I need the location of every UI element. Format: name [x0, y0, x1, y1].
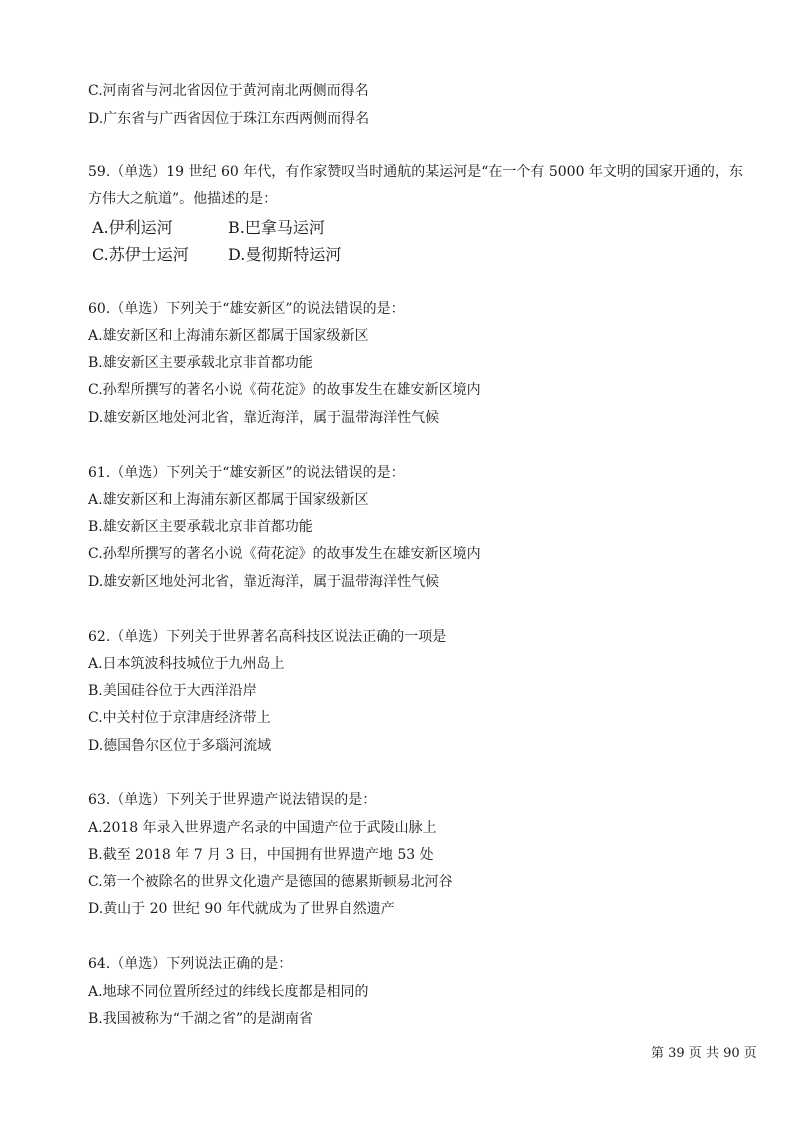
prev-question-option-d: D.广东省与广西省因位于珠江东西两侧而得名: [88, 111, 370, 127]
q60-option-d: D.雄安新区地处河北省，靠近海洋，属于温带海洋性气候: [88, 410, 440, 426]
q64-option-b: B.我国被称为“千湖之省”的是湖南省: [88, 1011, 314, 1027]
q61-option-b: B.雄安新区主要承载北京非首都功能: [88, 519, 313, 535]
q59-options-row1: [92, 218, 325, 238]
q60-option-c: C.孙犁所撰写的著名小说《荷花淀》的故事发生在雄安新区境内: [88, 382, 481, 398]
q62-option-b: B.美国硅谷位于大西洋沿岸: [88, 683, 257, 699]
q59-option-d: D.曼彻斯特运河: [228, 245, 342, 264]
q63-option-b: B.截至 2018 年 7 月 3 日，中国拥有世界遗产地 53 处: [88, 847, 434, 863]
q59-stem-line1: 59.（单选）19 世纪 60 年代，有作家赞叹当时通航的某运河是“在一个有 5000 年文明的国家开通的，东: [88, 164, 743, 180]
q62-option-c: C.中关村位于京津唐经济带上: [88, 710, 271, 726]
q64-option-a: A.地球不同位置所经过的纬线长度都是相同的: [88, 984, 369, 1000]
q60-stem: 60.（单选）下列关于“雄安新区”的说法错误的是：: [88, 301, 405, 317]
page-number: 第 39 页 共 90 页: [651, 1046, 757, 1061]
q61-option-c: C.孙犁所撰写的著名小说《荷花淀》的故事发生在雄安新区境内: [88, 546, 481, 562]
q62-stem: 62.（单选）下列关于世界著名高科技区说法正确的一项是: [88, 629, 447, 645]
q61-option-d: D.雄安新区地处河北省，靠近海洋，属于温带海洋性气候: [88, 574, 440, 590]
q62-option-d: D.德国鲁尔区位于多瑙河流域: [88, 738, 272, 754]
q59-option-a: A.伊利运河: [92, 218, 173, 237]
q59-option-b: B.巴拿马运河: [228, 218, 325, 237]
q59-options-row2: [92, 245, 342, 265]
q61-option-a: A.雄安新区和上海浦东新区都属于国家级新区: [88, 492, 369, 508]
q63-option-d: D.黄山于 20 世纪 90 年代就成为了世界自然遗产: [88, 901, 395, 917]
q63-option-a: A.2018 年录入世界遗产名录的中国遗产位于武陵山脉上: [88, 820, 437, 836]
q62-option-a: A.日本筑波科技城位于九州岛上: [88, 656, 285, 672]
q64-stem: 64.（单选）下列说法正确的是：: [88, 956, 293, 972]
prev-question-option-c: C.河南省与河北省因位于黄河南北两侧而得名: [88, 83, 369, 99]
q63-option-c: C.第一个被除名的世界文化遗产是德国的德累斯顿易北河谷: [88, 874, 453, 890]
q59-option-c: C.苏伊士运河: [92, 245, 189, 264]
q59-stem-line2: 方伟大之航道”。他描述的是：: [88, 191, 278, 207]
q60-option-a: A.雄安新区和上海浦东新区都属于国家级新区: [88, 328, 369, 344]
q61-stem: 61.（单选）下列关于“雄安新区”的说法错误的是：: [88, 465, 405, 481]
q60-option-b: B.雄安新区主要承载北京非首都功能: [88, 355, 313, 371]
q63-stem: 63.（单选）下列关于世界遗产说法错误的是：: [88, 792, 377, 808]
